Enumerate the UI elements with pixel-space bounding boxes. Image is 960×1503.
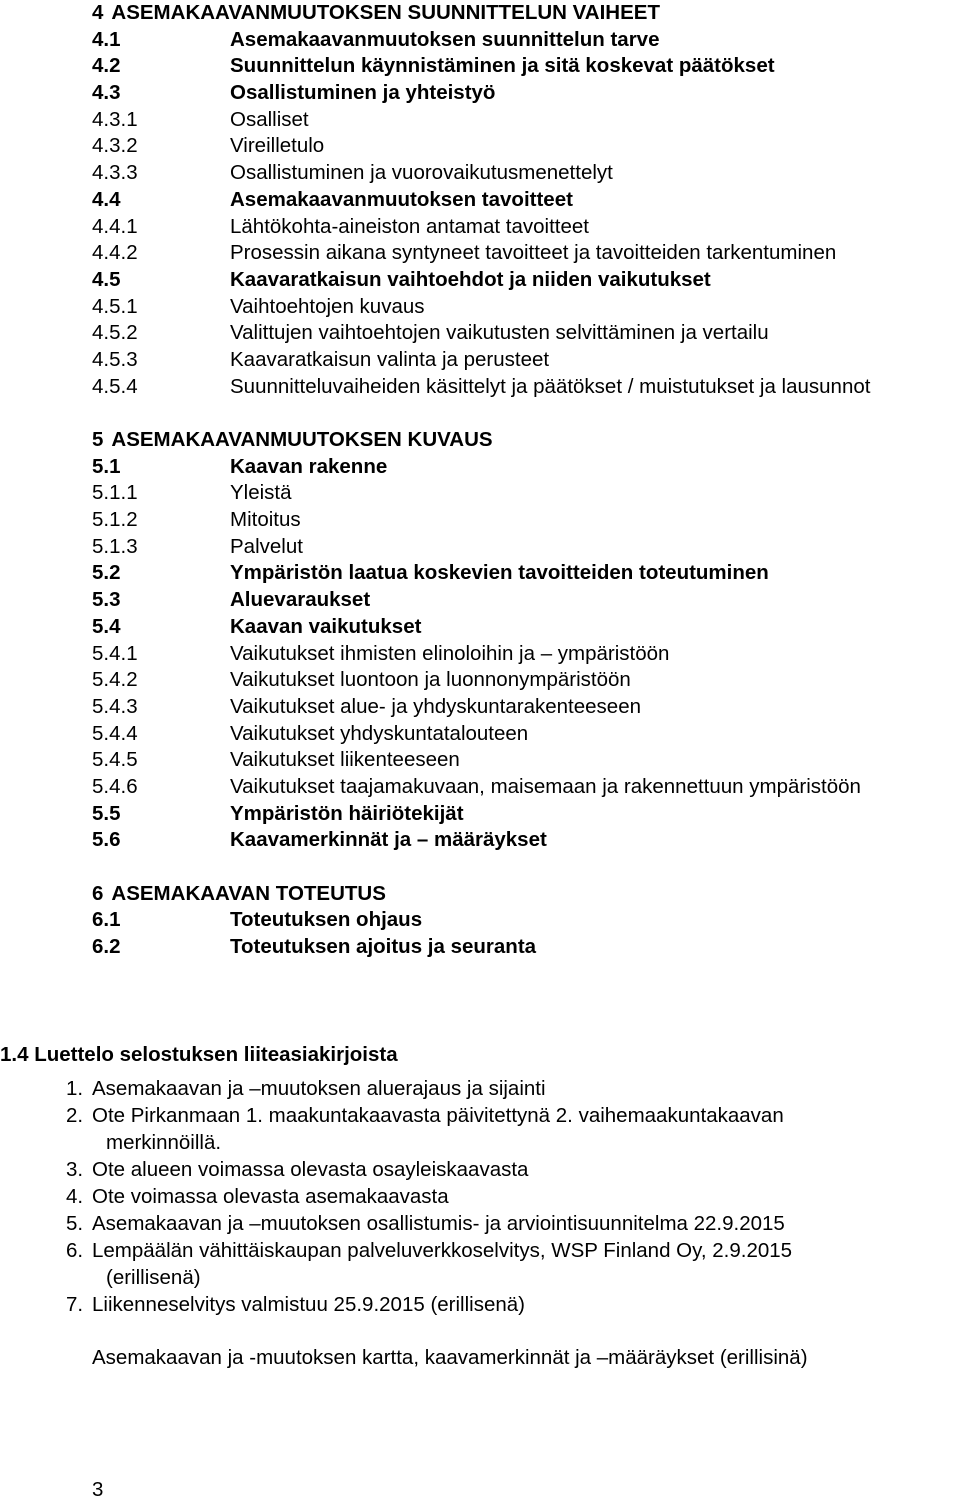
toc-entry <box>92 507 958 534</box>
toc-entry <box>92 53 958 80</box>
toc-entry-title: Osalliset <box>230 107 309 131</box>
appendix-item-number: 2. <box>66 1104 84 1127</box>
toc-spacer <box>92 854 958 881</box>
toc-entry-number: 4.5.4 <box>92 374 138 398</box>
toc-entry <box>92 667 958 694</box>
toc-entry-number: 4.3 <box>92 81 121 105</box>
toc-entry <box>92 801 958 828</box>
toc-entry-number: 5.5 <box>92 801 121 825</box>
toc-entry-title: Osallistuminen ja yhteistyö <box>230 81 496 105</box>
toc-entry <box>92 641 958 668</box>
toc-entry-title: Vaikutukset yhdyskuntatalouteen <box>230 721 529 745</box>
toc-entry-title: Vaikutukset liikenteeseen <box>230 748 460 772</box>
appendix-item <box>66 1156 946 1183</box>
table-of-contents <box>92 0 958 961</box>
toc-entry <box>92 267 958 294</box>
toc-entry-title: Toteutuksen ajoitus ja seuranta <box>230 935 537 959</box>
toc-entry-number: 4.3.1 <box>92 107 138 131</box>
toc-entry <box>92 721 958 748</box>
toc-entry-number: 5.3 <box>92 588 121 612</box>
toc-entry-number: 5.4.1 <box>92 641 138 665</box>
toc-entry-title: Vaikutukset luontoon ja luonnonympäristöön <box>230 668 631 692</box>
toc-entry-title: Lähtökohta-aineiston antamat tavoitteet <box>230 214 589 238</box>
toc-entry-title: Kaavan vaikutukset <box>230 614 422 638</box>
toc-entry-title: Ympäristön häiriötekijät <box>230 801 464 825</box>
toc-entry <box>92 774 958 801</box>
toc-chapter-heading <box>92 427 958 454</box>
appendix-item-text: Ote alueen voimassa olevasta osayleiskaavasta <box>92 1158 529 1181</box>
toc-entry-title: Mitoitus <box>230 508 301 532</box>
toc-entry <box>92 240 958 267</box>
toc-entry-title: Suunnittelun käynnistäminen ja sitä koskevat päätökset <box>230 54 775 78</box>
toc-entry-number: 6.2 <box>92 935 121 959</box>
toc-entry <box>92 480 958 507</box>
toc-entry <box>92 160 958 187</box>
toc-entry-title: Yleistä <box>230 481 292 505</box>
toc-entry <box>92 560 958 587</box>
toc-entry <box>92 320 958 347</box>
toc-entry-title: Toteutuksen ohjaus <box>230 908 423 932</box>
toc-entry-number: 5.1.2 <box>92 508 138 532</box>
toc-entry-title: ASEMAKAAVAN TOTEUTUS <box>111 881 386 905</box>
toc-entry <box>92 587 958 614</box>
toc-entry-number: 4.5.2 <box>92 321 138 345</box>
appendix-item <box>66 1291 946 1318</box>
appendix-list-title: 1.4 Luettelo selostuksen liiteasiakirjoista <box>0 1043 398 1066</box>
toc-entry <box>92 454 958 481</box>
toc-entry-number: 4.3.2 <box>92 134 138 158</box>
appendix-item <box>66 1210 946 1237</box>
toc-entry-title: Osallistuminen ja vuorovaikutusmenettelyt <box>230 161 613 185</box>
toc-entry-number: 4.2 <box>92 54 121 78</box>
toc-entry-number: 5.4.2 <box>92 668 138 692</box>
toc-entry-number: 4.4 <box>92 187 121 211</box>
toc-chapter-heading <box>92 881 958 908</box>
toc-chapter-heading <box>92 0 958 27</box>
toc-entry-number: 5.4.4 <box>92 721 138 745</box>
toc-entry-title: Vireilletulo <box>230 134 325 158</box>
toc-entry <box>92 187 958 214</box>
appendix-item-number: 3. <box>66 1158 84 1181</box>
toc-entry <box>92 934 958 961</box>
toc-entry-number: 4.1 <box>92 27 121 51</box>
toc-entry-number: 4 <box>92 1 104 24</box>
appendix-item-text: Asemakaavan ja –muutoksen aluerajaus ja sijainti <box>92 1077 546 1100</box>
appendix-item <box>66 1237 946 1291</box>
toc-entry-title: ASEMAKAAVANMUUTOKSEN KUVAUS <box>111 428 493 451</box>
appendix-item-number: 1. <box>66 1077 84 1100</box>
appendix-item-continuation: (erillisenä) <box>106 1266 201 1289</box>
toc-entry-title: Kaavaratkaisun vaihtoehdot ja niiden vaikutukset <box>230 267 711 291</box>
appendix-item-continuation: merkinnöillä. <box>106 1131 222 1154</box>
toc-entry-number: 5.1.1 <box>92 481 138 505</box>
toc-entry <box>92 907 958 934</box>
toc-entry-title: Kaavan rakenne <box>230 454 388 478</box>
toc-entry-number: 4.4.1 <box>92 214 138 238</box>
map-attachment-note: Asemakaavan ja -muutoksen kartta, kaavamerkinnät ja –määräykset (erillisinä) <box>92 1346 808 1369</box>
appendix-item-text: Asemakaavan ja –muutoksen osallistumis- ja arviointisuunnitelma 22.9.2015 <box>92 1212 785 1235</box>
toc-entry-number: 5.4.3 <box>92 694 138 718</box>
toc-entry <box>92 294 958 321</box>
toc-entry-number: 4.5 <box>92 267 121 291</box>
toc-entry-title: Vaihtoehtojen kuvaus <box>230 294 425 318</box>
toc-entry <box>92 827 958 854</box>
toc-entry-number: 6.1 <box>92 908 121 932</box>
toc-entry-title: Vaikutukset taajamakuvaan, maisemaan ja rakennettuun ympäristöön <box>230 774 861 798</box>
toc-entry-title: Ympäristön laatua koskevien tavoitteiden toteutuminen <box>230 561 769 585</box>
toc-entry-number: 5.4 <box>92 614 121 638</box>
toc-entry-title: Suunnitteluvaiheiden käsittelyt ja päätökset / muistutukset ja lausunnot <box>230 374 871 398</box>
appendix-item-text: Ote Pirkanmaan 1. maakuntakaavasta päivitettynä 2. vaihemaakuntakaavan <box>92 1104 784 1127</box>
toc-entry-title: Prosessin aikana syntyneet tavoitteet ja tavoitteiden tarkentuminen <box>230 241 837 265</box>
toc-entry-number: 6 <box>92 881 104 905</box>
toc-entry-title: Kaavamerkinnät ja – määräykset <box>230 828 547 852</box>
toc-spacer <box>92 400 958 427</box>
toc-entry-number: 4.3.3 <box>92 161 138 185</box>
appendix-list <box>66 1075 946 1318</box>
toc-entry-title: Palvelut <box>230 534 303 558</box>
toc-entry-title: Aluevaraukset <box>230 588 371 612</box>
appendix-item-text: Ote voimassa olevasta asemakaavasta <box>92 1185 449 1208</box>
toc-entry-number: 4.5.1 <box>92 294 138 318</box>
appendix-item-number: 6. <box>66 1239 84 1262</box>
toc-entry-number: 4.5.3 <box>92 347 138 371</box>
appendix-item <box>66 1075 946 1102</box>
appendix-item-text: Lempäälän vähittäiskaupan palveluverkkoselvitys, WSP Finland Oy, 2.9.2015 <box>92 1239 793 1262</box>
toc-entry-number: 4.4.2 <box>92 241 138 265</box>
appendix-item-number: 7. <box>66 1293 84 1316</box>
toc-entry <box>92 214 958 241</box>
toc-entry-title: Asemakaavanmuutoksen tavoitteet <box>230 187 573 211</box>
appendix-item-number: 4. <box>66 1185 84 1208</box>
toc-entry <box>92 347 958 374</box>
toc-entry-number: 5.2 <box>92 561 121 585</box>
toc-entry-number: 5.1 <box>92 454 121 478</box>
toc-entry-number: 5.4.6 <box>92 774 138 798</box>
toc-entry-title: Valittujen vaihtoehtojen vaikutusten selvittäminen ja vertailu <box>230 321 769 345</box>
page-number: 3 <box>92 1478 104 1501</box>
toc-entry-number: 5.1.3 <box>92 534 138 558</box>
toc-entry <box>92 694 958 721</box>
toc-entry-title: Asemakaavanmuutoksen suunnittelun tarve <box>230 27 660 51</box>
toc-entry-title: Vaikutukset ihmisten elinoloihin ja – ympäristöön <box>230 641 670 665</box>
toc-entry-number: 5 <box>92 428 104 451</box>
toc-entry <box>92 534 958 561</box>
appendix-item-number: 5. <box>66 1212 84 1235</box>
toc-entry-title: ASEMAKAAVANMUUTOKSEN SUUNNITTELUN VAIHEET <box>111 1 660 24</box>
appendix-item <box>66 1183 946 1210</box>
toc-entry <box>92 107 958 134</box>
toc-entry-title: Vaikutukset alue- ja yhdyskuntarakenteeseen <box>230 694 642 718</box>
appendix-item <box>66 1102 946 1156</box>
toc-entry <box>92 374 958 401</box>
appendix-item-text: Liikenneselvitys valmistuu 25.9.2015 (erillisenä) <box>92 1293 525 1316</box>
toc-entry <box>92 27 958 54</box>
toc-entry <box>92 80 958 107</box>
toc-entry <box>92 133 958 160</box>
toc-entry-number: 5.6 <box>92 828 121 852</box>
toc-entry <box>92 747 958 774</box>
toc-entry-title: Kaavaratkaisun valinta ja perusteet <box>230 347 550 371</box>
toc-entry-number: 5.4.5 <box>92 748 138 772</box>
toc-entry <box>92 614 958 641</box>
